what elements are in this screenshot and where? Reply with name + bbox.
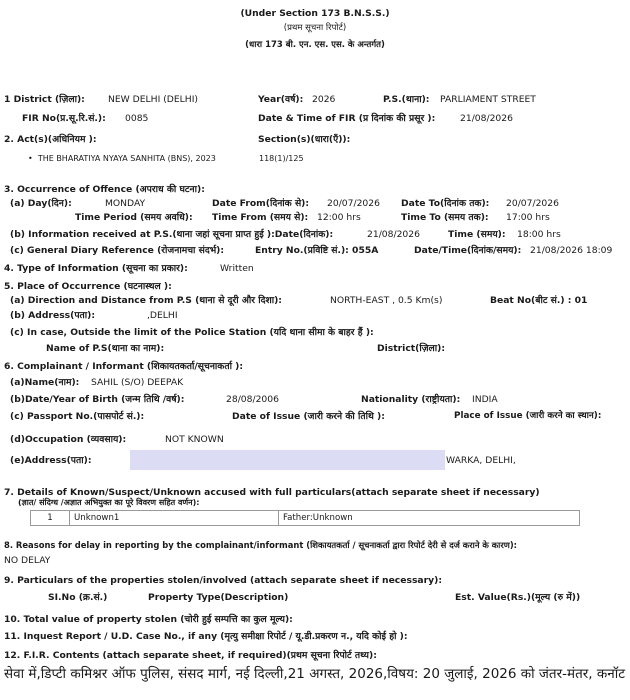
gd-reference-label: (c) General Diary Reference (रोजनामचा संदर्भ):: [10, 245, 225, 256]
ps-name-label: Name of P.S(थाना का नाम):: [46, 343, 165, 354]
time-from-value: 12:00 hrs: [317, 212, 361, 223]
occupation-label: (d)Occupation (व्यवसाय):: [10, 434, 127, 445]
address-value: ,DELHI: [147, 310, 178, 321]
delay-reasons-value: NO DELAY: [4, 555, 51, 566]
dob-label: (b)Date/Year of Birth (जन्म तिथि /वर्ष):: [10, 394, 185, 405]
info-type-value: Written: [220, 263, 254, 274]
sections-label: Section(s)(धारा(एँ)):: [258, 134, 351, 145]
date-to-value: 20/07/2026: [506, 198, 559, 209]
complainant-title: 6. Complainant / Informant (शिकायतकर्ता/सूचनाकर्ता ):: [4, 361, 244, 372]
properties-col-value: Est. Value(Rs.)(मूल्य (रु में)): [455, 592, 581, 603]
info-time-label: Time (समय):: [448, 229, 506, 240]
gd-datetime-value: 21/08/2026 18:09: [530, 245, 613, 256]
fir-datetime-label: Date & Time of FIR (प्र दिनांक की प्रसूर ):: [258, 113, 436, 124]
place-title: 5. Place of Occurrence (घटनास्थल ):: [4, 281, 172, 292]
gd-entry-label: Entry No.(प्रविष्टि सं.): 055A: [255, 245, 379, 256]
direction-value: NORTH-EAST , 0.5 Km(s): [330, 295, 443, 306]
total-value-label: 10. Total value of property stolen (चोरी हुई सम्पत्ति का कुल मूल्य):: [4, 614, 293, 625]
day-value: MONDAY: [105, 198, 146, 209]
accused-father: Father:Unknown: [279, 511, 580, 526]
delay-reasons-title: 8. Reasons for delay in reporting by the complainant/informant (शिकायतकर्ता / सूचनाकर्ता द्वारा रिपोर्ट देरी से दर्ज कराने के कारण):: [4, 540, 518, 550]
time-period-label: Time Period (समय अवधि):: [75, 212, 193, 223]
passport-label: (c) Passport No.(पासपोर्ट सं.):: [10, 411, 145, 422]
info-received-label: (b) Information received at P.S.(थाना जहां सूचना प्राप्त हुई ):Date(दिनांक):: [10, 229, 334, 240]
address-label: (b) Address(पता):: [10, 310, 96, 321]
year-value: 2026: [312, 94, 336, 105]
acts-label: 2. Act(s)(अधिनियम ):: [4, 134, 97, 145]
fir-no-value: 0085: [125, 113, 149, 124]
time-from-label: Time From (समय से):: [212, 212, 309, 223]
fir-contents-text: सेवा में,डिप्टी कमिश्नर ऑफ पुलिस, संसद मार्ग, नई दिल्ली,21 अगस्त, 2026,विषय: 20 जुलाई, 2026 को जंतर-मंतर, कनॉट: [4, 666, 626, 682]
properties-col-type: Property Type(Description): [148, 592, 289, 603]
bullet-icon: •: [28, 154, 38, 163]
day-label: (a) Day(दिन):: [10, 198, 72, 209]
table-row: [31, 511, 580, 526]
date-from-value: 20/07/2026: [327, 198, 380, 209]
properties-title: 9. Particulars of the properties stolen/involved (attach separate sheet if necessary):: [4, 575, 443, 586]
address-tail: WARKA, DELHI,: [446, 455, 516, 466]
accused-title: 7. Details of Known/Suspect/Unknown accused with full particulars(attach separate sheet if necessary): [4, 487, 540, 498]
inquest-label: 11. Inquest Report / U.D. Case No., if any (मृत्यु समीक्षा रिपोर्ट / यू.डी.प्रकरण न., यदि कोई हो ):: [4, 631, 408, 642]
redacted-address-block: [130, 450, 445, 470]
nationality-label: Nationality (राष्ट्रीयता):: [361, 394, 461, 405]
section-value: 118(1)/125: [259, 154, 304, 163]
act-name: THE BHARATIYA NYAYA SANHITA (BNS), 2023: [37, 154, 216, 163]
district-label: 1 District (ज़िला):: [4, 94, 85, 105]
year-label: Year(वर्ष):: [258, 94, 304, 105]
accused-name: Unknown1: [70, 511, 279, 526]
info-time-value: 18:00 hrs: [517, 229, 561, 240]
issue-date-label: Date of Issue (जारी करने की तिथि ):: [232, 411, 385, 422]
accused-table: [30, 510, 580, 526]
issue-place-label: Place of Issue (जारी करने का स्थान):: [454, 411, 602, 421]
occurrence-title: 3. Occurrence of Offence (अपराध की घटना):: [4, 184, 205, 195]
fir-no-label: FIR No(प्र.सू.रि.सं.):: [22, 113, 106, 124]
direction-label: (a) Direction and Distance from P.S (थाना से दूरी और दिशा):: [10, 295, 282, 306]
address-label-complainant: (e)Address(पता):: [10, 455, 92, 466]
time-to-value: 17:00 hrs: [506, 212, 550, 223]
beat-no: Beat No(बीट सं.) : 01: [490, 295, 588, 306]
accused-sno: 1: [31, 511, 70, 526]
name-label: (a)Name(नाम):: [10, 377, 80, 388]
date-from-label: Date From(दिनांक से):: [212, 198, 310, 209]
fir-datetime-value: 21/08/2026: [460, 113, 513, 124]
accused-subtitle: (ज्ञात/ संदिग्ध /अज्ञात अभियुक्त का पूरे विवरण सहित वर्णन):: [18, 498, 200, 507]
name-value: SAHIL (S/O) DEEPAK: [91, 377, 184, 388]
nationality-value: INDIA: [472, 394, 498, 405]
act-row: [28, 154, 216, 164]
info-received-date: 21/08/2026: [367, 229, 420, 240]
info-type-label: 4. Type of Information (सूचना का प्रकार):: [4, 263, 188, 274]
ps-label: P.S.(थाना):: [383, 94, 430, 105]
date-to-label: Date To(दिनांक तक):: [401, 198, 490, 209]
fir-contents-label: 12. F.I.R. Contents (attach separate sheet, if required)(प्रथम सूचना रिपोर्ट तथ्य):: [4, 650, 377, 661]
gd-datetime-label: Date/Time(दिनांक/समय):: [414, 245, 522, 256]
district-value: NEW DELHI (DELHI): [108, 94, 199, 105]
outside-limit-label: (c) In case, Outside the limit of the Police Station (यदि थाना सीमा के बाहर हैं ):: [10, 327, 374, 338]
dob-value: 28/08/2006: [226, 394, 279, 405]
time-to-label: Time To (समय तक):: [401, 212, 489, 223]
ps-value: PARLIAMENT STREET: [440, 94, 536, 105]
district-outside-label: District(ज़िला):: [377, 343, 446, 354]
properties-col-sno: SI.No (क्र.सं.): [48, 592, 108, 603]
header-title-hindi: (प्रथम सूचना रिपोर्ट): [283, 23, 347, 33]
header-section-hindi: (धारा 173 बी. एन. एस. एस. के अन्तर्गत): [245, 40, 385, 50]
occupation-value: NOT KNOWN: [165, 434, 224, 445]
header-section-line: (Under Section 173 B.N.S.S.): [240, 8, 390, 19]
